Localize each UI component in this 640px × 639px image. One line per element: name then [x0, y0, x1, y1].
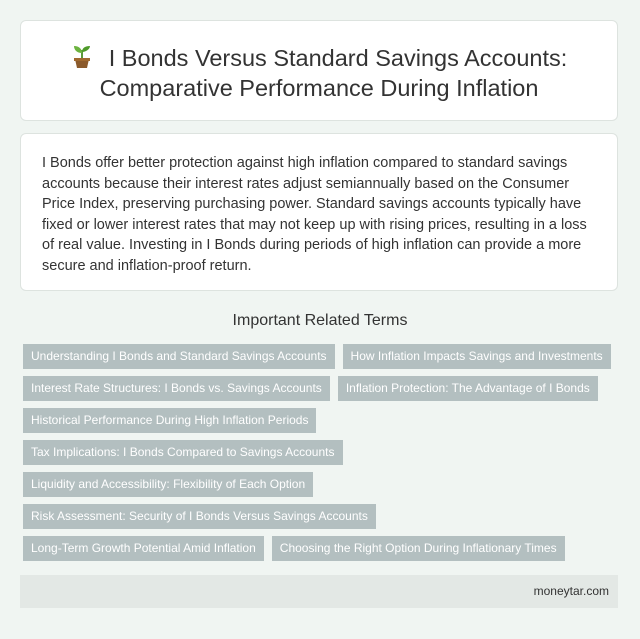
related-term-tag[interactable]: Interest Rate Structures: I Bonds vs. Savings Accounts — [23, 376, 330, 401]
summary-card — [20, 133, 618, 291]
related-term-tag[interactable]: Risk Assessment: Security of I Bonds Versus Savings Accounts — [23, 504, 376, 529]
title-line-2: Comparative Performance During Inflation — [99, 75, 539, 101]
related-term-tag[interactable]: Choosing the Right Option During Inflationary Times — [272, 536, 565, 561]
related-term-tag[interactable]: Liquidity and Accessibility: Flexibility of Each Option — [23, 472, 313, 497]
title-line-1: I Bonds Versus Standard Savings Accounts: — [108, 45, 568, 71]
related-term-tag[interactable]: Long-Term Growth Potential Amid Inflation — [23, 536, 264, 561]
related-term-tag[interactable]: Inflation Protection: The Advantage of I Bonds — [338, 376, 598, 401]
summary-text: I Bonds offer better protection against high inflation compared to standard savings accounts because their interest rates adjust semiannually based on the Consumer Price Index, preserving purchasing power. Standard savings accounts typically have fixed or lower interest rates that may not keep up with rising prices, resulting in a loss of real value. Investing in I Bonds during periods of high inflation can provide a more secure and inflation-proof return. — [42, 155, 587, 274]
related-term-tag[interactable]: How Inflation Impacts Savings and Investments — [343, 344, 611, 369]
footer-site-link[interactable]: moneytar.com — [533, 584, 609, 598]
related-term-tag[interactable]: Historical Performance During High Inflation Periods — [23, 408, 316, 433]
related-term-tag[interactable]: Tax Implications: I Bonds Compared to Savings Accounts — [23, 440, 343, 465]
sprout-icon — [71, 45, 93, 69]
footer — [20, 575, 618, 608]
related-terms-heading: Important Related Terms — [232, 312, 408, 329]
related-terms-list — [23, 344, 623, 568]
title-card — [20, 20, 618, 121]
page-title — [21, 43, 617, 103]
related-term-tag[interactable]: Understanding I Bonds and Standard Savings Accounts — [23, 344, 335, 369]
